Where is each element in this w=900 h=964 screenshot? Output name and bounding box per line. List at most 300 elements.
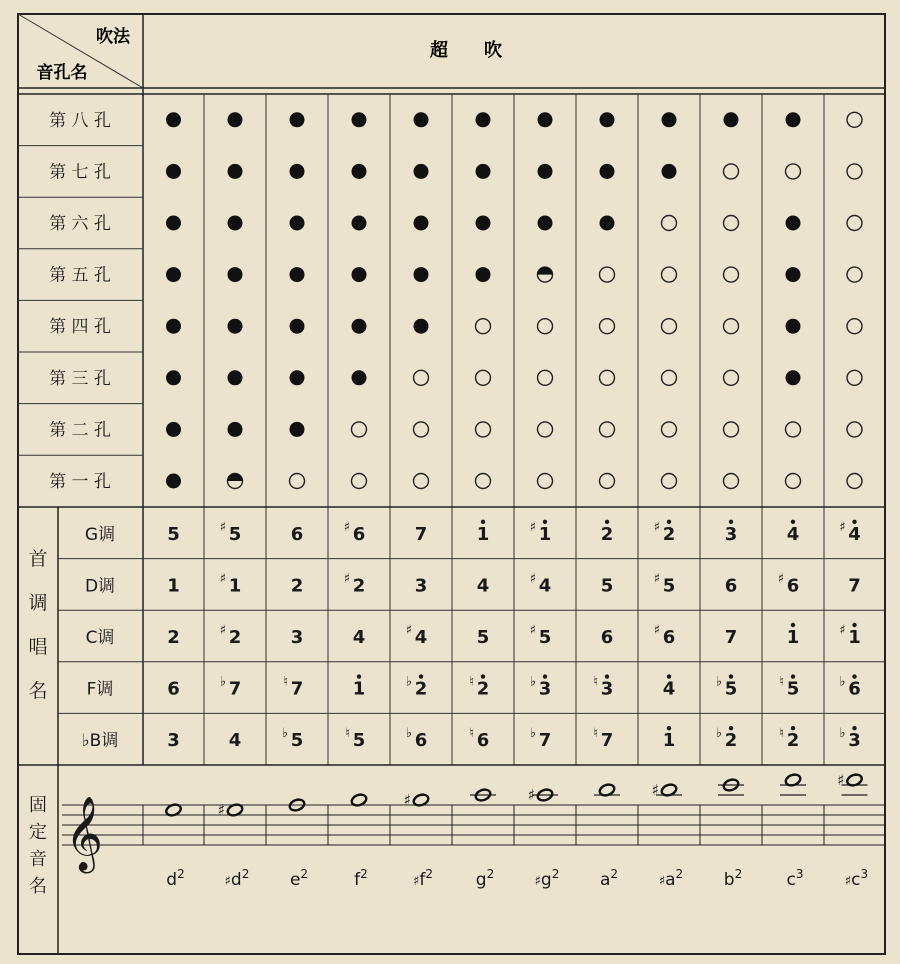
key-note-number: 4 xyxy=(662,678,676,700)
key-note xyxy=(601,627,614,648)
fixed-note-name-acc: ♯ xyxy=(844,874,852,889)
key-note-number: 4 xyxy=(414,627,428,648)
key-note xyxy=(406,726,427,751)
fixed-note xyxy=(165,803,185,890)
fixed-note-accidental: ♯ xyxy=(403,791,411,809)
octave-dot xyxy=(791,520,795,524)
hole-open-mark xyxy=(600,370,615,385)
key-note-number: 1 xyxy=(352,678,366,700)
hole-closed-mark xyxy=(228,216,243,231)
hole-open-mark xyxy=(662,370,677,385)
fixed-note-name xyxy=(724,867,742,890)
key-note xyxy=(593,674,613,699)
key-note xyxy=(779,726,799,751)
fixed-note-letter: f xyxy=(354,870,361,890)
fixed-note-letter: d xyxy=(230,870,242,890)
hole-label: 第 三 孔 xyxy=(49,368,111,389)
key-note-accidental: ♭ xyxy=(715,726,722,742)
key-note-accidental: ♯ xyxy=(405,623,412,638)
key-note xyxy=(654,623,676,648)
key-note xyxy=(663,674,676,699)
hole-open-mark xyxy=(724,319,739,334)
hole-label: 第 四 孔 xyxy=(49,317,111,338)
key-note xyxy=(787,623,800,648)
octave-dot xyxy=(791,674,795,678)
key-note-number: 4 xyxy=(352,627,366,648)
fixed-note-accidental: ♯ xyxy=(837,771,845,789)
key-note-number: 2 xyxy=(786,730,800,752)
hole-open-mark xyxy=(414,422,429,437)
hole-closed-mark xyxy=(414,164,429,179)
key-note-number: 3 xyxy=(600,678,614,700)
hole-open-mark xyxy=(538,474,553,489)
key-note-number: 6 xyxy=(600,627,614,648)
key-note xyxy=(654,520,676,545)
key-note-number: 4 xyxy=(786,523,800,545)
key-note-number: 2 xyxy=(662,523,676,545)
hole-open-mark xyxy=(847,370,862,385)
hole-label: 第 一 孔 xyxy=(49,472,111,492)
key-note xyxy=(839,726,860,751)
fixed-note-letter: c xyxy=(786,870,796,890)
key-note-number: 5 xyxy=(538,627,552,648)
key-note-number: 4 xyxy=(228,730,242,752)
key-note xyxy=(779,674,799,699)
key-note-number: 2 xyxy=(352,575,366,597)
hole-closed-mark xyxy=(476,216,491,231)
hole-closed-mark xyxy=(352,370,367,385)
key-note-number: 6 xyxy=(290,523,304,545)
fixed-note xyxy=(350,793,368,890)
key-note-number: 2 xyxy=(290,575,304,597)
octave-dot xyxy=(729,674,733,678)
key-note xyxy=(716,726,737,751)
key-note-number: 7 xyxy=(600,730,614,752)
key-group-label-char: 唱 xyxy=(28,636,48,658)
fixed-note-octave: 2 xyxy=(675,867,684,881)
fixed-note xyxy=(594,783,620,890)
key-note-number: 6 xyxy=(786,575,800,597)
key-note-number: 4 xyxy=(476,575,490,597)
key-note-accidental: ♮ xyxy=(345,726,350,742)
key-note xyxy=(344,571,366,596)
key-note xyxy=(220,571,242,596)
corner-bottom-label: 音孔名 xyxy=(36,63,88,83)
hole-open-mark xyxy=(538,370,553,385)
key-note-number: 1 xyxy=(662,730,676,752)
fixed-note-octave: 2 xyxy=(551,867,560,881)
hole-closed-mark xyxy=(476,267,491,282)
key-group-label-char: 首 xyxy=(28,548,48,570)
hole-closed-mark xyxy=(166,370,181,385)
hole-open-mark xyxy=(476,370,491,385)
key-note xyxy=(220,623,242,648)
key-note-number: 2 xyxy=(228,627,242,648)
key-row-label: C调 xyxy=(85,628,115,648)
hole-closed-mark xyxy=(228,164,243,179)
key-note-number: 5 xyxy=(786,678,800,700)
key-note-accidental: ♯ xyxy=(653,571,660,587)
hole-closed-mark xyxy=(786,319,801,334)
key-note-number: 6 xyxy=(352,523,366,545)
fixed-note-name xyxy=(166,867,184,890)
key-note xyxy=(345,726,365,751)
hole-closed-mark xyxy=(290,112,305,127)
fixed-note xyxy=(404,791,433,890)
key-note-accidental: ♭ xyxy=(281,726,288,742)
hole-closed-mark xyxy=(290,422,305,437)
octave-dot xyxy=(667,520,671,524)
fixed-note-name-acc: ♯ xyxy=(413,874,420,889)
fixed-note-letter: d xyxy=(166,870,178,890)
hole-open-mark xyxy=(352,474,367,489)
hole-open-mark xyxy=(724,370,739,385)
key-note-number: 4 xyxy=(848,523,861,545)
hole-label: 第 六 孔 xyxy=(49,214,111,234)
key-note xyxy=(220,520,242,545)
key-note xyxy=(353,627,366,648)
key-note xyxy=(291,575,304,596)
hole-closed-mark xyxy=(724,112,739,127)
key-note xyxy=(839,674,860,699)
key-note-number: 7 xyxy=(290,678,304,700)
hole-closed-mark xyxy=(290,267,305,282)
key-note xyxy=(716,674,737,699)
hole-label: 第 二 孔 xyxy=(49,420,111,441)
key-note-number: 4 xyxy=(538,575,552,597)
header xyxy=(18,14,885,96)
fixed-note-octave: 2 xyxy=(425,867,433,881)
hole-closed-mark xyxy=(166,422,181,437)
key-note xyxy=(291,627,304,648)
key-note-number: 7 xyxy=(228,678,242,700)
key-note-accidental: ♯ xyxy=(839,519,846,535)
key-group-label-char: 调 xyxy=(28,592,48,614)
hole-labels xyxy=(49,111,111,492)
hole-open-mark xyxy=(600,319,615,334)
fixed-note-letter: g xyxy=(540,870,552,890)
key-note xyxy=(593,726,613,751)
fixed-note-octave: 2 xyxy=(360,867,368,881)
key-row-label: ♭B调 xyxy=(81,731,119,752)
fixed-note-name xyxy=(354,867,368,890)
hole-open-mark xyxy=(600,422,615,437)
key-note-number: 6 xyxy=(167,678,180,700)
key-note xyxy=(778,571,800,596)
hole-open-mark xyxy=(538,319,553,334)
hole-half-fill xyxy=(538,267,553,275)
fixed-note-octave: 2 xyxy=(486,867,495,881)
key-note xyxy=(469,726,489,751)
key-note-accidental: ♮ xyxy=(593,674,598,690)
key-note-number: 7 xyxy=(724,627,738,648)
key-note xyxy=(530,571,552,596)
key-note-accidental: ♯ xyxy=(777,571,784,587)
hole-closed-mark xyxy=(166,474,181,489)
key-note-number: 6 xyxy=(662,627,676,648)
key-note-accidental: ♭ xyxy=(839,674,846,690)
key-note-number: 7 xyxy=(414,523,428,545)
key-note-accidental: ♯ xyxy=(653,623,660,638)
hole-open-mark xyxy=(786,164,801,179)
key-note xyxy=(654,571,676,596)
key-note-number: 3 xyxy=(414,575,428,597)
key-note-number: 7 xyxy=(848,575,861,597)
hole-open-mark xyxy=(847,112,862,127)
key-note-accidental: ♮ xyxy=(779,674,784,690)
key-note-number: 6 xyxy=(414,730,428,752)
key-note xyxy=(282,726,303,751)
octave-dot xyxy=(481,520,485,524)
fixed-group-label-char: 名 xyxy=(29,876,47,897)
key-note-accidental: ♯ xyxy=(343,571,350,587)
hole-open-mark xyxy=(662,319,677,334)
key-note-accidental: ♭ xyxy=(529,674,536,690)
key-row-label: F调 xyxy=(86,679,114,700)
key-note xyxy=(530,623,552,648)
hole-closed-mark xyxy=(352,164,367,179)
octave-dot xyxy=(357,674,361,678)
key-note-number: 2 xyxy=(414,678,428,700)
fixed-note-accidental: ♯ xyxy=(651,781,659,799)
key-note-number: 1 xyxy=(786,627,800,648)
fixed-note xyxy=(837,771,868,890)
key-note-number: 2 xyxy=(600,523,614,545)
hole-closed-mark xyxy=(414,319,429,334)
key-note-number: 5 xyxy=(724,678,738,700)
key-row-label: G调 xyxy=(84,524,116,545)
key-note xyxy=(283,675,303,700)
key-note xyxy=(601,575,614,596)
key-note-number: 1 xyxy=(848,627,861,648)
octave-dot xyxy=(729,520,733,524)
key-note xyxy=(229,730,242,751)
treble-clef-icon: 𝄞 xyxy=(65,797,103,871)
fixed-note-letter: g xyxy=(475,870,487,890)
key-note-accidental: ♮ xyxy=(469,726,474,742)
key-note-accidental: ♭ xyxy=(405,674,412,690)
hole-closed-mark xyxy=(290,164,305,179)
fixed-note-octave: 2 xyxy=(177,867,185,881)
key-note-number: 2 xyxy=(724,730,738,752)
hole-closed-mark xyxy=(414,216,429,231)
octave-dot xyxy=(791,726,795,730)
key-row-label: D调 xyxy=(84,576,116,597)
hole-open-mark xyxy=(847,319,862,334)
octave-dot xyxy=(791,623,795,627)
fixed-note-name xyxy=(290,867,308,890)
fixed-note-accidental: ♯ xyxy=(527,786,535,804)
fixed-note-name-acc: ♯ xyxy=(534,874,541,889)
octave-dot xyxy=(852,520,856,524)
key-note-number: 1 xyxy=(228,575,242,597)
key-note-number: 6 xyxy=(848,678,861,700)
octave-dot xyxy=(605,674,609,678)
key-note xyxy=(291,524,304,545)
key-note-number: 3 xyxy=(724,523,738,545)
key-note-number: 1 xyxy=(538,523,552,545)
key-note xyxy=(839,520,861,545)
key-note-accidental: ♯ xyxy=(529,519,536,535)
octave-dot xyxy=(543,520,547,524)
hole-open-mark xyxy=(724,164,739,179)
hole-open-mark xyxy=(724,267,739,282)
hole-closed-mark xyxy=(476,164,491,179)
fixed-note-name xyxy=(413,867,433,890)
key-note-number: 5 xyxy=(600,575,614,597)
key-note-number: 3 xyxy=(167,730,180,752)
fixed-note-name xyxy=(535,867,560,890)
key-note xyxy=(167,730,180,751)
key-note xyxy=(167,575,180,596)
hole-open-mark xyxy=(600,474,615,489)
hole-open-mark xyxy=(414,474,429,489)
key-note-accidental: ♮ xyxy=(593,726,598,742)
key-note xyxy=(469,674,489,699)
key-note-accidental: ♮ xyxy=(283,674,288,690)
hole-closed-mark xyxy=(166,164,181,179)
key-note-accidental: ♯ xyxy=(529,623,536,638)
fixed-note xyxy=(528,786,560,890)
fixed-note-letter: f xyxy=(419,870,426,890)
hole-closed-mark xyxy=(662,112,677,127)
hole-closed-mark xyxy=(662,164,677,179)
key-note xyxy=(477,520,490,545)
key-note xyxy=(839,623,861,648)
key-note-number: 1 xyxy=(167,575,180,597)
key-note-number: 5 xyxy=(167,523,180,545)
hole-open-mark xyxy=(847,216,862,231)
key-note xyxy=(353,674,366,699)
hole-open-mark xyxy=(847,267,862,282)
key-note-accidental: ♯ xyxy=(219,519,226,535)
hole-open-mark xyxy=(476,474,491,489)
fixed-note-name xyxy=(476,867,494,890)
key-note-accidental: ♭ xyxy=(715,674,722,690)
fixed-note-name xyxy=(659,867,683,890)
hole-closed-mark xyxy=(786,267,801,282)
hole-closed-mark xyxy=(600,164,615,179)
fixed-note xyxy=(780,773,806,890)
fixed-note-letter: b xyxy=(723,870,735,890)
hole-closed-mark xyxy=(166,319,181,334)
key-note-accidental: ♯ xyxy=(653,519,660,535)
key-note-accidental: ♮ xyxy=(469,674,474,690)
hole-open-mark xyxy=(724,216,739,231)
hole-label: 第 七 孔 xyxy=(49,162,111,183)
octave-dot xyxy=(729,726,733,730)
key-note-accidental: ♯ xyxy=(839,623,846,638)
fixed-note-name xyxy=(787,867,804,890)
fixed-group-label-char: 定 xyxy=(29,822,47,843)
fixed-note-octave: 2 xyxy=(610,867,619,881)
corner-top-label: 吹法 xyxy=(96,27,130,47)
key-note-accidental: ♮ xyxy=(779,726,784,742)
fixed-note-octave: 2 xyxy=(734,867,743,881)
hole-closed-mark xyxy=(538,216,553,231)
section-title: 超 吹 xyxy=(430,40,502,61)
fixed-note-letter: a xyxy=(599,870,611,890)
key-note-accidental: ♭ xyxy=(839,726,846,742)
hole-open-mark xyxy=(476,422,491,437)
fixed-note-name xyxy=(600,867,618,890)
key-note-accidental: ♯ xyxy=(219,623,226,638)
key-note xyxy=(725,575,738,596)
key-note xyxy=(848,575,861,596)
hole-open-mark xyxy=(352,422,367,437)
fixed-note-octave: 3 xyxy=(860,867,869,881)
octave-dot xyxy=(605,520,609,524)
key-note xyxy=(530,726,551,751)
hole-closed-mark xyxy=(600,112,615,127)
key-note-number: 3 xyxy=(290,627,304,648)
key-note xyxy=(663,726,676,751)
hole-closed-mark xyxy=(414,267,429,282)
key-note-number: 6 xyxy=(476,730,490,752)
hole-open-mark xyxy=(662,474,677,489)
hole-half-fill xyxy=(228,474,243,481)
key-note xyxy=(787,520,800,545)
hole-closed-mark xyxy=(352,267,367,282)
key-group-label-char: 名 xyxy=(28,680,48,702)
hole-closed-mark xyxy=(538,112,553,127)
key-note xyxy=(477,627,490,648)
key-note-number: 5 xyxy=(228,523,242,545)
hole-closed-mark xyxy=(166,112,181,127)
key-note xyxy=(415,575,428,596)
key-note xyxy=(406,623,428,648)
octave-dot xyxy=(667,674,671,678)
hole-open-mark xyxy=(662,267,677,282)
hole-open-mark xyxy=(414,370,429,385)
hole-closed-mark xyxy=(352,319,367,334)
key-note xyxy=(167,627,180,648)
hole-closed-mark xyxy=(290,319,305,334)
hole-open-mark xyxy=(847,422,862,437)
fixed-note xyxy=(288,798,308,890)
hole-open-mark xyxy=(786,474,801,489)
fixed-note-letter: c xyxy=(851,870,861,890)
key-note xyxy=(167,679,180,700)
key-note-number: 3 xyxy=(848,730,861,752)
hole-label: 第 八 孔 xyxy=(49,110,111,131)
hole-closed-mark xyxy=(414,112,429,127)
fixed-note-octave: 3 xyxy=(795,867,804,881)
key-note xyxy=(415,524,428,545)
hole-closed-mark xyxy=(786,370,801,385)
key-note-number: 5 xyxy=(352,730,366,752)
fixed-note-name xyxy=(845,867,868,890)
hole-open-mark xyxy=(476,319,491,334)
key-note-number: 6 xyxy=(724,575,738,597)
hole-closed-mark xyxy=(228,370,243,385)
fixed-note-name-acc: ♯ xyxy=(224,874,231,889)
hole-closed-mark xyxy=(290,216,305,231)
key-note xyxy=(725,627,738,648)
hole-label: 第 五 孔 xyxy=(49,265,111,286)
key-note-accidental: ♯ xyxy=(529,571,536,587)
key-note xyxy=(530,674,551,699)
hole-open-mark xyxy=(538,422,553,437)
hole-open-mark xyxy=(662,422,677,437)
fixed-note-name-acc: ♯ xyxy=(658,874,666,889)
key-note-accidental: ♯ xyxy=(343,519,350,535)
key-note-number: 2 xyxy=(167,627,180,648)
hole-closed-mark xyxy=(600,216,615,231)
key-note-accidental: ♭ xyxy=(529,726,536,742)
hole-closed-mark xyxy=(290,370,305,385)
fixed-group-label-char: 固 xyxy=(29,795,47,816)
